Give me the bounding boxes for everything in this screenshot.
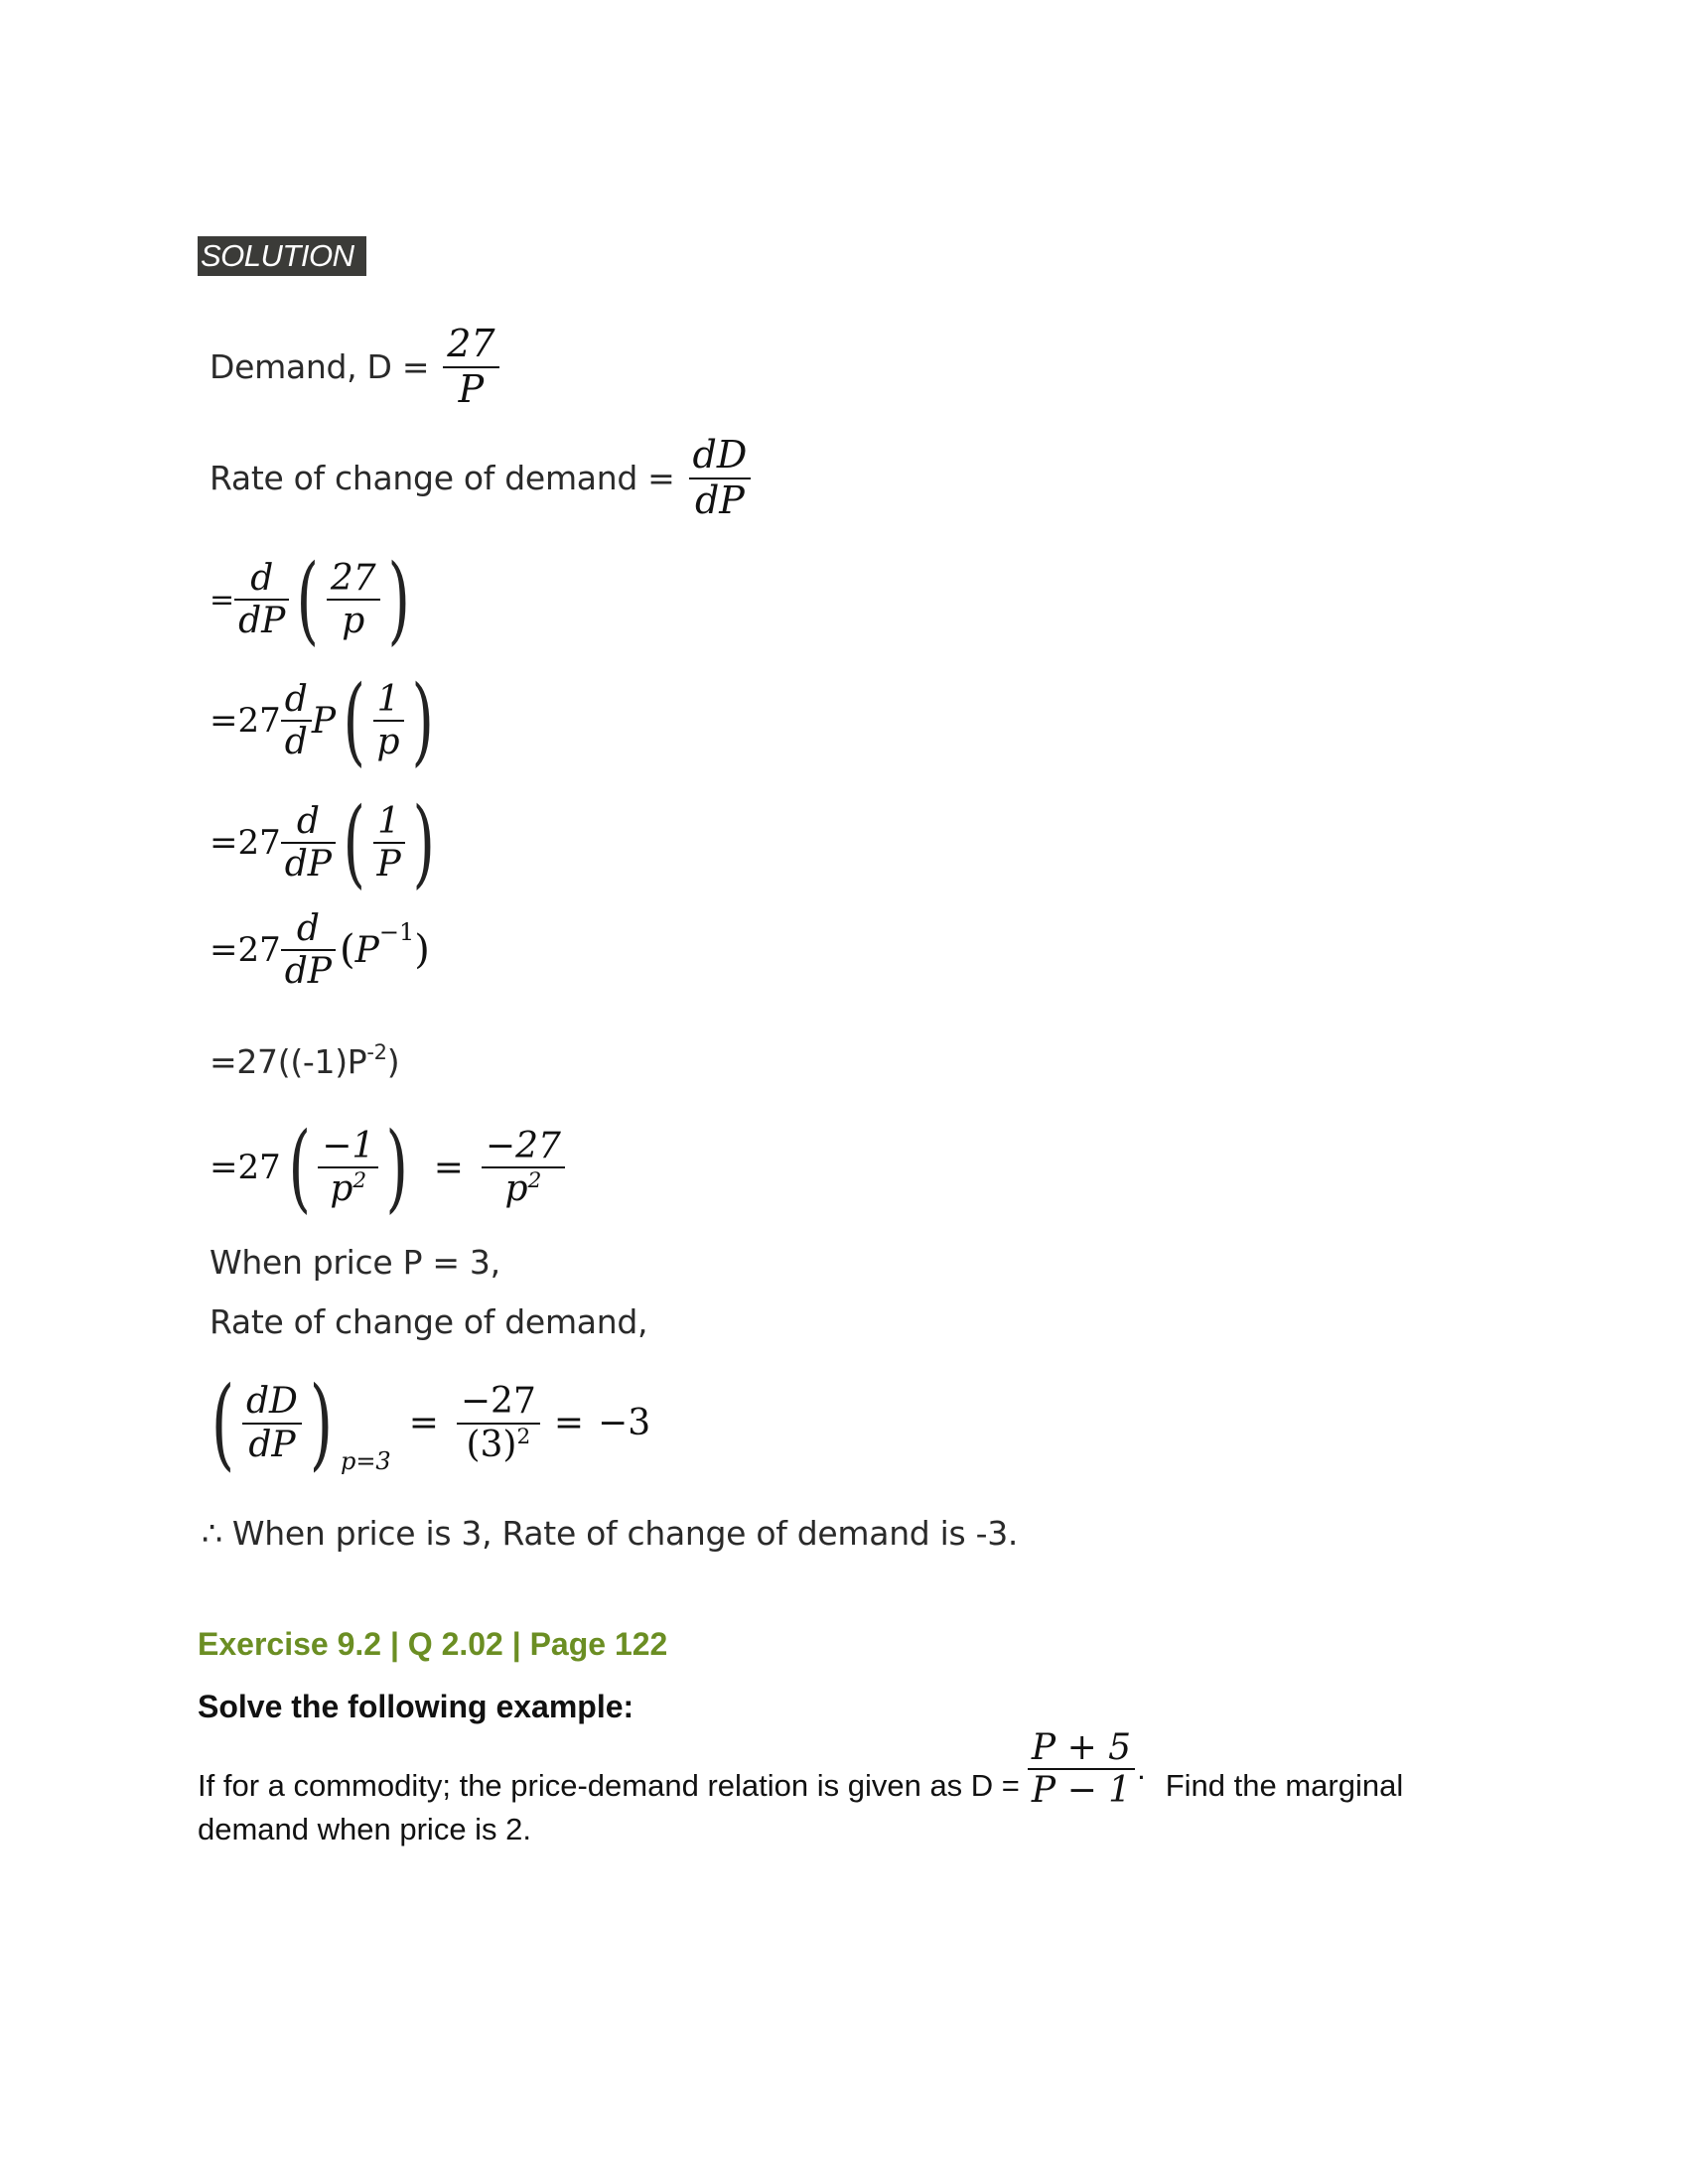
fraction-denominator: dP — [284, 844, 333, 885]
exercise-heading: Exercise 9.2 | Q 2.02 | Page 122 — [198, 1626, 668, 1662]
equals-27: =27 — [210, 1148, 281, 1187]
equals-sign: = — [210, 582, 235, 617]
step-5 — [210, 1040, 399, 1081]
step-4 — [210, 908, 430, 993]
fraction-numerator: d — [296, 908, 320, 949]
inner-fraction — [373, 679, 404, 763]
rate-equation — [210, 434, 751, 522]
right-paren: ) — [411, 665, 434, 776]
fraction-denominator: dP — [284, 951, 333, 993]
equals-sign: = — [433, 1147, 464, 1188]
demand-fraction — [443, 323, 498, 411]
exponent: 2 — [352, 1168, 367, 1193]
fraction-numerator: 27 — [330, 557, 376, 599]
when-price-text: When price P = 3, — [210, 1243, 500, 1282]
derivative-operator — [281, 908, 336, 993]
conclusion-text: ∴ When price is 3, Rate of change of demand is -3. — [202, 1514, 1019, 1553]
fraction-numerator: P + 5 — [1031, 1727, 1132, 1768]
left-paren: ( — [288, 1112, 311, 1223]
fraction-denominator: p — [330, 1168, 353, 1209]
derivative-operator — [234, 558, 289, 642]
fraction-denominator: dP — [238, 601, 286, 641]
fraction-denominator: P — [376, 844, 401, 885]
punctuation: . — [1137, 1751, 1146, 1787]
equals-sign: = — [408, 1403, 439, 1443]
derivative-fraction — [242, 1381, 302, 1465]
rate-of-change-text: Rate of change of demand, — [210, 1302, 648, 1341]
exponent: 2 — [527, 1168, 542, 1193]
question-text-start: If for a commodity; the price-demand relation is given as D = — [198, 1767, 1020, 1803]
left-paren: ( — [343, 665, 366, 776]
fraction-denominator: dP — [248, 1424, 296, 1465]
derivative-operator — [281, 801, 336, 886]
fraction-numerator: −27 — [460, 1381, 536, 1423]
step-3 — [210, 787, 442, 898]
fraction-numerator: 1 — [377, 800, 401, 842]
fraction-numerator: d — [250, 557, 274, 599]
left-paren: ( — [340, 927, 355, 974]
variable-p: P — [311, 700, 337, 742]
fraction-denominator: p — [376, 722, 400, 762]
fraction-numerator: 27 — [447, 322, 495, 365]
exponent: -2 — [366, 1040, 387, 1064]
equals-27: =27 — [210, 701, 281, 741]
right-paren: ) — [412, 787, 435, 898]
right-paren: ) — [309, 1365, 334, 1481]
fraction-numerator: d — [284, 678, 308, 720]
step-2 — [210, 665, 441, 776]
fraction-denominator: P — [458, 366, 485, 411]
right-paren: ) — [385, 1112, 409, 1223]
result-fraction — [482, 1126, 565, 1210]
inner-fraction — [373, 801, 405, 886]
step-5-text: =27((-1)P — [210, 1042, 367, 1081]
exponent: 2 — [516, 1424, 531, 1449]
fraction-numerator: 1 — [376, 678, 400, 720]
fraction-denominator: p — [504, 1168, 528, 1209]
step-6 — [210, 1112, 565, 1223]
right-paren: ) — [387, 544, 410, 655]
exponent: −1 — [378, 918, 415, 946]
instruction-text: Solve the following example: — [198, 1689, 634, 1724]
step-1 — [210, 544, 417, 655]
fraction-numerator: dD — [246, 1381, 298, 1423]
demand-relation-fraction — [1028, 1727, 1135, 1812]
result-value: −3 — [598, 1403, 651, 1443]
demand-equation — [210, 323, 499, 411]
question-text-line2: demand when price is 2. — [198, 1811, 532, 1846]
question-text-end: Find the marginal — [1165, 1767, 1404, 1803]
fraction-numerator: d — [296, 800, 320, 842]
variable-p: P — [354, 929, 379, 971]
demand-label: Demand, D = — [210, 347, 430, 387]
inner-fraction — [318, 1126, 378, 1210]
evaluated-fraction — [457, 1381, 540, 1465]
left-paren: ( — [211, 1365, 235, 1481]
close-paren: ) — [386, 1042, 400, 1081]
rate-fraction — [689, 434, 752, 522]
rate-label: Rate of change of demand = — [210, 459, 675, 498]
derivative-operator — [281, 679, 312, 763]
solution-label: SOLUTION — [198, 236, 366, 276]
left-paren: ( — [343, 787, 366, 898]
equals-27: =27 — [210, 930, 281, 971]
question-block — [198, 1727, 1538, 1847]
fraction-denominator: d — [284, 722, 308, 762]
fraction-denominator: dP — [694, 478, 745, 522]
fraction-denominator: P − 1 — [1031, 1770, 1132, 1812]
fraction-numerator: −27 — [485, 1125, 561, 1166]
equals-sign: = — [553, 1403, 585, 1443]
right-paren: ) — [414, 927, 430, 974]
inner-fraction — [327, 558, 380, 642]
fraction-numerator: −1 — [322, 1125, 375, 1166]
left-paren: ( — [296, 544, 320, 655]
equals-27: =27 — [210, 823, 281, 863]
subscript: p=3 — [340, 1447, 391, 1475]
final-evaluation — [204, 1365, 650, 1481]
fraction-denominator: (3) — [466, 1424, 517, 1465]
fraction-numerator: dD — [692, 433, 748, 477]
fraction-denominator: p — [342, 601, 365, 641]
